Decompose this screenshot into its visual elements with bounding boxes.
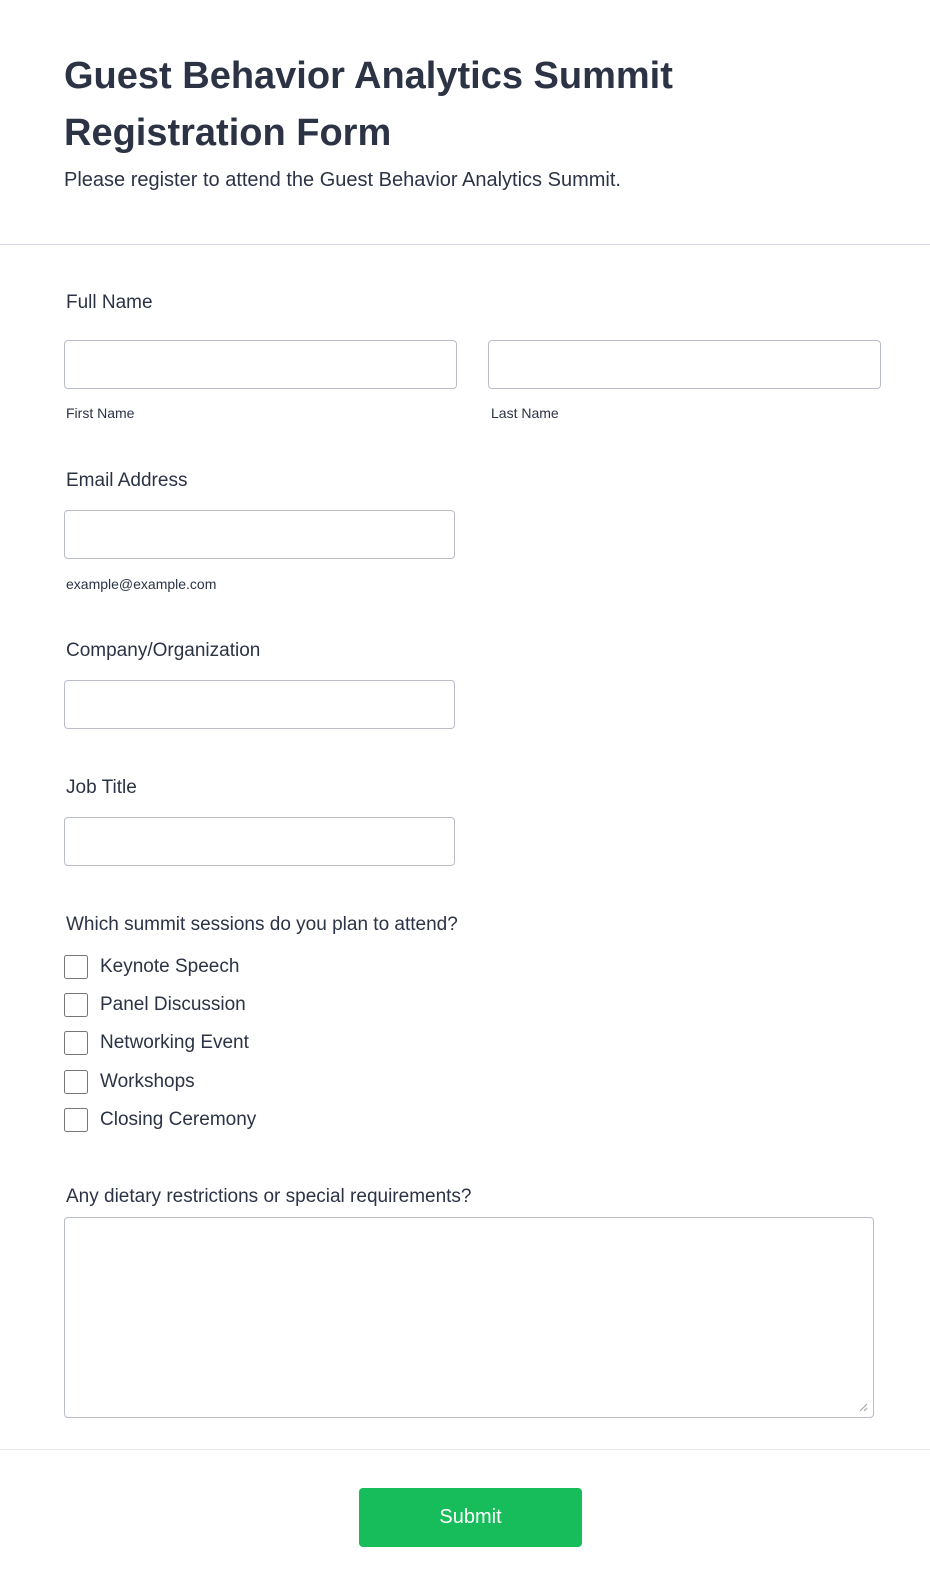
company-label: Company/Organization (66, 640, 261, 661)
workshops-checkbox[interactable] (64, 1070, 88, 1094)
company-input[interactable] (64, 680, 455, 729)
form-subtitle: Please register to attend the Guest Behavior Analytics Summit. (64, 169, 621, 191)
workshops-label[interactable]: Workshops (100, 1071, 195, 1092)
resize-grip-icon[interactable] (858, 1402, 868, 1412)
dietary-textarea[interactable] (64, 1217, 874, 1418)
last-name-sublabel: Last Name (491, 405, 559, 421)
closing-ceremony-label[interactable]: Closing Ceremony (100, 1109, 257, 1130)
sessions-label: Which summit sessions do you plan to attend? (66, 914, 458, 935)
panel-discussion-label[interactable]: Panel Discussion (100, 994, 246, 1015)
session-option-workshops[interactable] (64, 1069, 195, 1095)
session-option-closing-ceremony[interactable] (64, 1107, 256, 1133)
dietary-label: Any dietary restrictions or special requirements? (66, 1186, 472, 1207)
form-header (0, 0, 930, 245)
session-option-panel-discussion[interactable] (64, 992, 246, 1018)
email-input[interactable] (64, 510, 455, 559)
last-name-input[interactable] (488, 340, 881, 389)
full-name-label: Full Name (66, 292, 153, 313)
submit-button[interactable]: Submit (359, 1488, 582, 1547)
panel-discussion-checkbox[interactable] (64, 993, 88, 1017)
form-title: Guest Behavior Analytics Summit Registration Form (64, 55, 673, 154)
session-option-keynote-speech[interactable] (64, 954, 239, 980)
networking-event-label[interactable]: Networking Event (100, 1032, 249, 1053)
networking-event-checkbox[interactable] (64, 1031, 88, 1055)
job-title-label: Job Title (66, 777, 137, 798)
keynote-speech-label[interactable]: Keynote Speech (100, 956, 240, 977)
email-label: Email Address (66, 470, 188, 491)
email-sublabel: example@example.com (66, 576, 217, 592)
closing-ceremony-checkbox[interactable] (64, 1108, 88, 1132)
session-option-networking-event[interactable] (64, 1030, 249, 1056)
dietary-textarea-wrapper (64, 1217, 874, 1418)
keynote-speech-checkbox[interactable] (64, 955, 88, 979)
first-name-input[interactable] (64, 340, 457, 389)
first-name-sublabel: First Name (66, 405, 135, 421)
job-title-input[interactable] (64, 817, 455, 866)
footer-divider (0, 1449, 930, 1450)
